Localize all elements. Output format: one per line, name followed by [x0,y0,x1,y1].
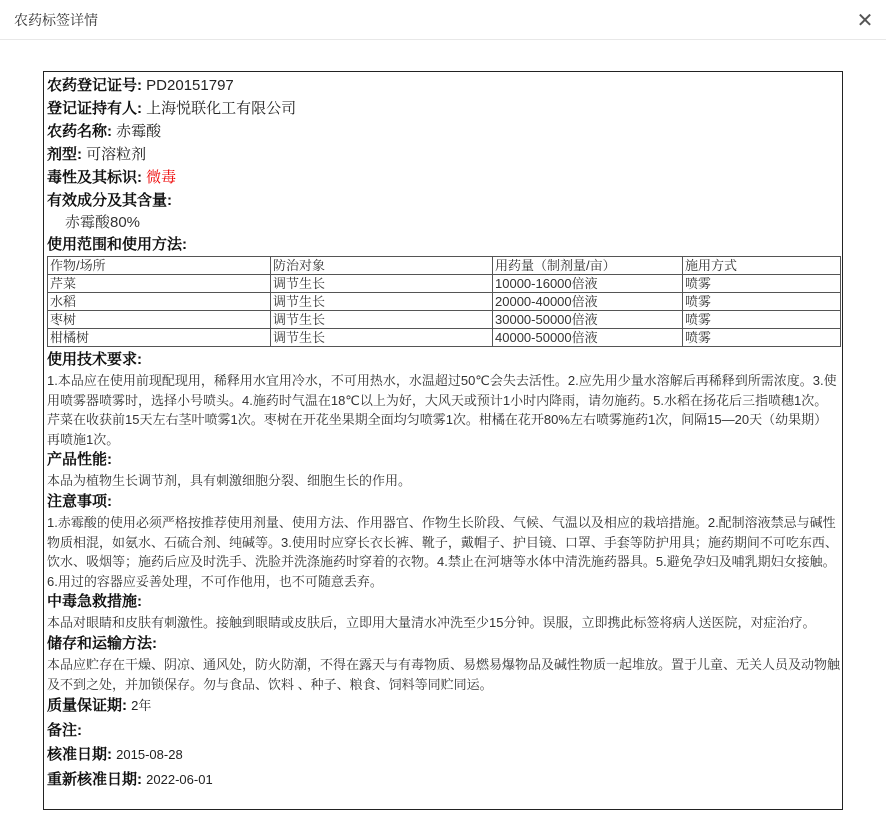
table-cell: 调节生长 [271,311,493,329]
table-cell: 水稻 [48,293,271,311]
ingredients-row [47,189,840,212]
table-cell: 喷雾 [683,311,841,329]
close-icon[interactable]: ✕ [856,10,874,32]
table-cell: 40000-50000倍液 [493,329,683,347]
table-cell: 30000-50000倍液 [493,311,683,329]
table-cell: 喷雾 [683,293,841,311]
table-cell: 10000-16000倍液 [493,275,683,293]
dialog-title: 农药标签详情 [14,11,98,28]
table-cell: 枣树 [48,311,271,329]
table-cell: 柑橘树 [48,329,271,347]
table-cell: 喷雾 [683,275,841,293]
field-label: 毒性及其标识: [47,169,142,186]
column-header: 施用方式 [683,257,841,275]
section-text: 1.赤霉酸的使用必须严格按推荐使用剂量、使用方法、作用器官、作物生长阶段、气候、气温以及相应的栽培措施。2.配制溶液禁忌与碱性物质相混，如氨水、石硫合剂、纯碱等。3.使用时应穿长衣长裤、靴子，戴帽子、护目镜、口罩、手套等防护用具；施药期间不可吃东西、饮水、吸烟等；施药后应及时洗手、洗脸并洗涤施药时穿着的衣物。4.禁止在河塘等水体中清洗施药器具。5.避免孕妇及哺乳期妇女接触。6.用过的容器应妥善处理，不可作他用，也不可随意丢弃。 [47,514,838,589]
table-cell: 调节生长 [271,293,493,311]
column-header: 作物/场所 [48,257,271,275]
field-label: 重新核准日期: [47,770,142,788]
field-value: 2年 [131,698,152,714]
field-row [47,74,840,97]
field-value: 2015-08-28 [116,747,183,763]
field-label: 备注: [47,721,82,739]
ingredients-value: 赤霉酸80% [65,214,141,231]
table-row [48,293,841,311]
section-title: 产品性能: [47,451,112,469]
field-value: 上海悦联化工有限公司 [146,100,297,117]
table-cell: 调节生长 [271,275,493,293]
table-cell: 调节生长 [271,329,493,347]
section-text: 本品对眼睛和皮肤有刺激性。接触到眼睛或皮肤后，立即用大量清水冲洗至少15分钟。误服，立即携此标签将病人送医院，对症治疗。 [47,615,816,631]
label-document [43,71,843,810]
table-row [48,275,841,293]
dialog-header [0,0,886,40]
field-row [47,97,840,120]
footer-row [47,768,840,793]
field-label: 登记证持有人: [47,100,142,117]
field-value: 赤霉酸 [116,123,162,140]
table-row [48,329,841,347]
field-label: 农药名称: [47,123,112,140]
table-cell: 喷雾 [683,329,841,347]
section-title: 储存和运输方法: [47,634,157,652]
toxicity-row [47,166,840,189]
section-title: 使用技术要求: [47,351,142,368]
section-text: 1.本品应在使用前现配现用，稀释用水宜用冷水，不可用热水，水温超过50℃会失去活性。2.应先用少量水溶解后再稀释到所需浓度。3.使用喷雾器喷雾时，选择小号喷头。4.施药时气温在18℃以上为好，大风天或预计1小时内降雨，请勿施药。5.水稻在扬花后三指喷穗1次。芹菜在收获前15天左右茎叶喷雾1次。枣树在开花坐果期全面均匀喷雾1次。柑橘在花开80%左右喷雾施药1次，间隔15—20天（幼果期）再喷施1次。 [47,373,837,447]
section-title: 注意事项: [47,492,112,510]
section-text: 本品为植物生长调节剂，具有刺激细胞分裂、细胞生长的作用。 [47,473,412,489]
usage-heading: 使用范围和使用方法: [47,236,187,253]
field-row [47,120,840,143]
field-label: 质量保证期: [47,697,127,715]
table-cell: 20000-40000倍液 [493,293,683,311]
table-row [48,311,841,329]
field-value: 可溶粒剂 [86,146,147,163]
field-row [47,143,840,166]
field-label: 农药登记证号: [47,77,142,94]
toxicity-value: 微毒 [146,169,177,186]
field-label: 核准日期: [47,746,112,764]
field-value: 2022-06-01 [146,771,213,787]
footer-row [47,743,840,768]
field-label: 有效成分及其含量: [47,192,172,209]
column-header: 防治对象 [271,257,493,275]
footer-row [47,719,840,744]
usage-table [47,256,841,347]
field-label: 剂型: [47,146,82,163]
footer-row [47,694,840,719]
column-header: 用药量（制剂量/亩） [493,257,683,275]
table-header-row [48,257,841,275]
table-cell: 芹菜 [48,275,271,293]
section-text: 本品应贮存在干燥、阴凉、通风处，防火防潮，不得在露天与有毒物质、易燃易爆物品及碱性物质一起堆放。置于儿童、无关人员及动物触及不到之处，并加锁保存。勿与食品、饮料 、种子、粮食、饲料等同贮同运。 [47,656,841,692]
section-title: 中毒急救措施: [47,593,142,611]
field-value: PD20151797 [146,77,234,94]
